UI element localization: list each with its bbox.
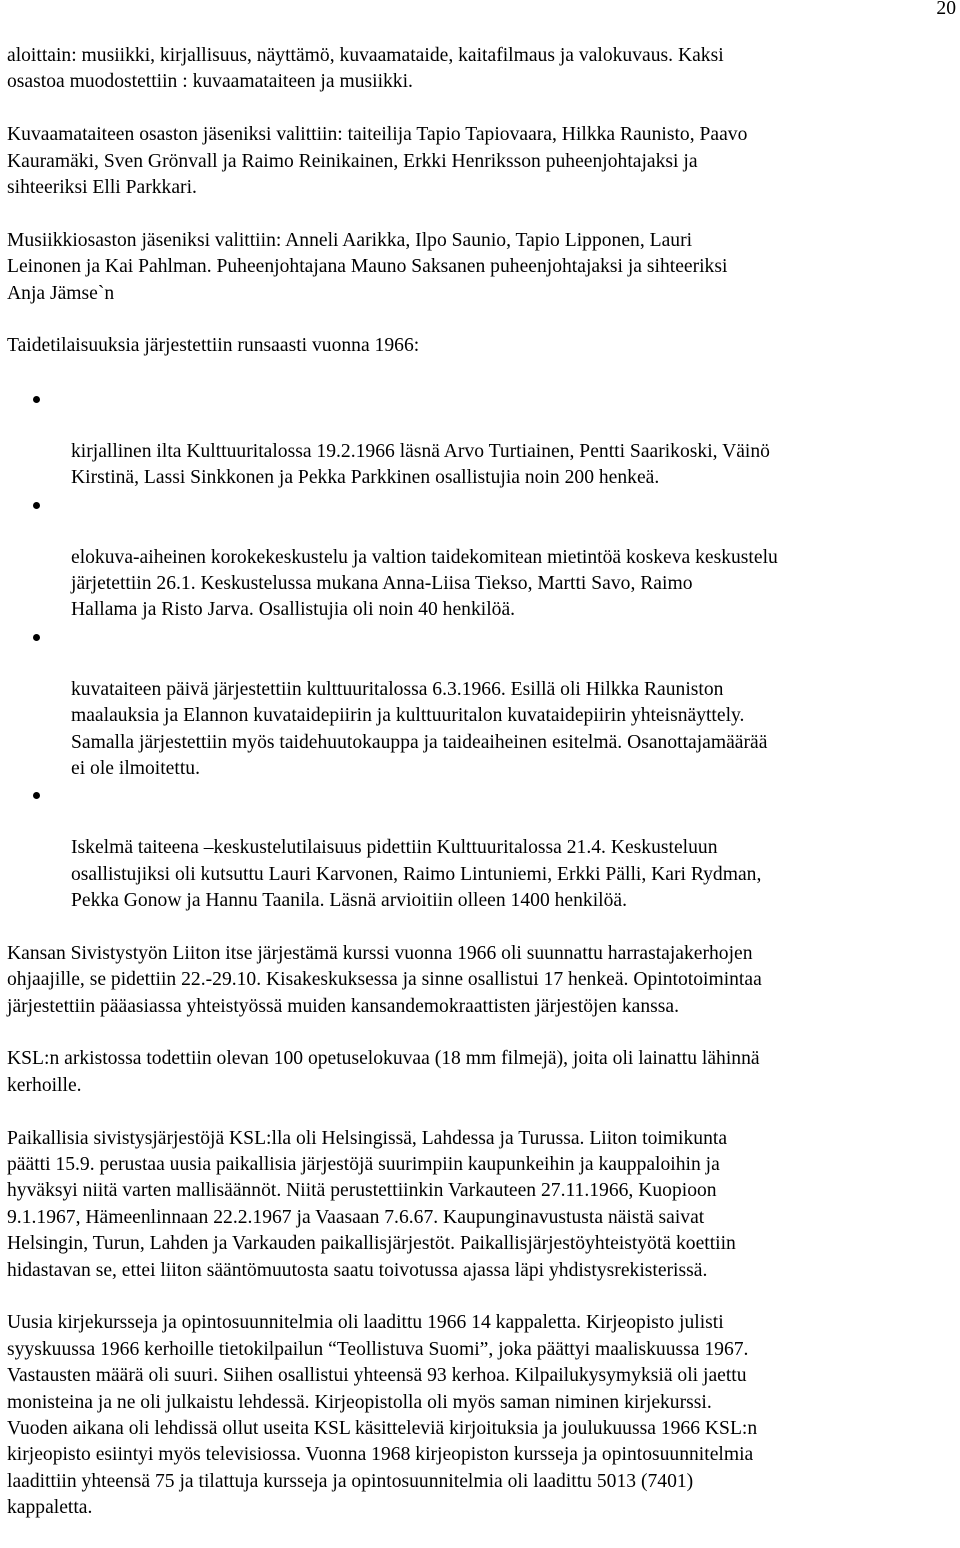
page-number: 20	[936, 0, 956, 19]
paragraph: Taidetilaisuuksia järjestettiin runsaasti vuonna 1966:	[7, 335, 420, 357]
event-bullet-list	[7, 386, 937, 914]
bullet-icon	[33, 792, 40, 799]
paragraph: Kansan Sivistystyön Liiton itse järjestämä kurssi vuonna 1966 oli suunnattu harrastajakerhojen ohjaajille, se pidettiin 22.-29.10. Kisakeskuksessa ja sinne osallistui 17 henkeä. Opintotoimintaa järjestettiin pääasiassa yhteistyössä muiden kansandemokraattisten järjestöjen kanssa.	[7, 942, 762, 1017]
paragraph: Uusia kirjekursseja ja opintosuunnitelmia oli laadittu 1966 14 kappaletta. Kirjeopisto julisti syyskuussa 1966 kerhoille tietokilpailun “Teollistuva Suomi”, joka päättyi maaliskuussa 1967. Vastausten määrä oli suuri. Siihen osallistui yhteensä 93 kerhoa. Kilpailukysymyksiä oli jaettu monisteina ja ne oli julkaistu lehdessä. Kirjeopistolla oli myös saman niminen kirjekurssi. Vuoden aikana oli lehdissä ollut useita KSL käsitteleviä kirjoituksia ja joulukuussa 1966 KSL:n kirjeopisto esiintyi myös televisiossa. Vuonna 1968 kirjeopiston kursseja ja opintosuunnitelmia laadittiin yhteensä 75 ja tilattuja kursseja ja opintosuunnitelmia oli laadittu 5013 (7401) kappaletta.	[7, 1312, 758, 1519]
document-body	[7, 43, 937, 1548]
paragraph: Kuvaamataiteen osaston jäseniksi valittiin: taiteilija Tapio Tapiovaara, Hilkka Raunisto, Paavo Kauramäki, Sven Grönvall ja Raimo Reinikainen, Erkki Henriksson puheenjohtajaksi ja sihteeriksi Elli Parkkari.	[7, 124, 748, 199]
list-item-text: kirjallinen ilta Kulttuuritalossa 19.2.1966 läsnä Arvo Turtiainen, Pentti Saarikoski, Väinö Kirstinä, Lassi Sinkkonen ja Pekka Parkkinen osallistujia noin 200 henkeä.	[71, 441, 770, 489]
bullet-icon	[33, 396, 40, 403]
bullet-icon	[33, 634, 40, 641]
paragraph: Musiikkiosaston jäseniksi valittiin: Anneli Aarikka, Ilpo Saunio, Tapio Lipponen, Lauri Leinonen ja Kai Pahlman. Puheenjohtajana Mauno Saksanen puheenjohtajaksi ja sihteeriksi Anja Jämse`n	[7, 229, 728, 304]
list-item-text: Iskelmä taiteena –keskustelutilaisuus pidettiin Kulttuuritalossa 21.4. Keskusteluun osallistujiksi oli kutsuttu Lauri Karvonen, Raimo Lintuniemi, Erkki Pälli, Kari Rydman, Pekka Gonow ja Hannu Taanila. Läsnä arvioitiin olleen 1400 henkilöä.	[71, 837, 762, 911]
paragraph: KSL:n arkistossa todettiin olevan 100 opetuselokuvaa (18 mm filmejä), joita oli lainattu lähinnä kerhoille.	[7, 1048, 760, 1096]
list-item	[7, 782, 937, 914]
list-item-text: kuvataiteen päivä järjestettiin kulttuuritalossa 6.3.1966. Esillä oli Hilkka Rauniston maalauksia ja Elannon kuvataidepiirin ja kulttuuritalon kuvataidepiirin yhteisnäyttely. Samalla järjestettiin myös taidehuutokauppa ja taideaiheinen esitelmä. Osanottajamäärää ei ole ilmoitettu.	[71, 678, 768, 779]
paragraph: Paikallisia sivistysjärjestöjä KSL:lla oli Helsingissä, Lahdessa ja Turussa. Liiton toimikunta päätti 15.9. perustaa uusia paikallisia järjestöjä suurimpiin kaupunkeihin ja kauppaloihin ja hyväksyi niitä varten mallisäännöt. Niitä perustettiinkin Varkauteen 27.11.1966, Kuopioon 9.1.1967, Hämeenlinnaan 22.2.1967 ja Vaasaan 7.6.67. Kaupunginavustusta näistä saivat Helsingin, Turun, Lahden ja Varkauden paikallisjärjestöt. Paikallisjärjestöyhteistyötä koettiin hidastavan se, ettei liiton sääntömuutosta saatu toivotussa ajassa läpi yhdistysrekisterissä.	[7, 1127, 736, 1281]
paragraph: aloittain: musiikki, kirjallisuus, näyttämö, kuvaamataide, kaitafilmaus ja valokuvaus. Kaksi osastoa muodostettiin : kuvaamataiteen ja musiikki.	[7, 45, 724, 93]
list-item	[7, 386, 937, 492]
list-item	[7, 624, 937, 782]
list-item-text: elokuva-aiheinen korokekeskustelu ja valtion taidekomitean mietintöä koskeva keskustelu järjetettiin 26.1. Keskustelussa mukana Anna-Liisa Tiekso, Martti Savo, Raimo Hallama ja Risto Jarva. Osallistujia oli noin 40 henkilöä.	[71, 546, 778, 621]
list-item	[7, 492, 937, 624]
bullet-icon	[33, 502, 40, 509]
